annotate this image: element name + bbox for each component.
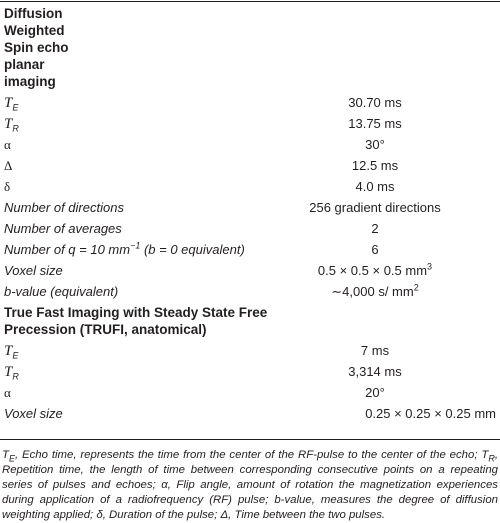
table-footnote: $T_E$, Echo time, represents the time from the center of the RF-pulse to the center of the echo; $T_R$, Repetition time, the length of time between corresponding consecutive points on a repeating series of pulses and echoes; α, Flip angle, amount of rotation the magnetization experiences during application of a radiofrequency (RF) pulse; b-value, measures the degree of diffusion weighting applied; δ, Duration of the pulse; Δ, Time between the two pulses.	[2, 449, 498, 521]
section-header-trufi	[0, 302, 500, 340]
table-row	[0, 113, 500, 134]
table-row	[0, 92, 500, 113]
param-subscript: R	[12, 123, 19, 134]
table-row	[0, 340, 500, 361]
table-row	[0, 403, 500, 424]
param-value: 0.25 × 0.25 × 0.25 mm	[365, 406, 496, 421]
param-label: Voxel size	[4, 263, 63, 278]
param-symbol: T	[4, 342, 13, 359]
table-row	[0, 239, 500, 260]
footnote-alpha-symbol: α	[161, 479, 168, 491]
param-value: 256 gradient directions	[309, 200, 441, 215]
table-row	[0, 134, 500, 155]
table-row	[0, 281, 500, 302]
table-row	[0, 218, 500, 239]
footnote-delta-big-symbol: Δ	[220, 509, 229, 521]
param-value: 7 ms	[360, 343, 390, 358]
param-label: b-value (equivalent)	[4, 284, 119, 299]
param-symbol: T	[4, 363, 13, 380]
footnote-delta-small-symbol: δ	[96, 509, 103, 521]
param-symbol: Δ	[4, 158, 13, 173]
param-value: 13.75 ms	[348, 116, 402, 131]
section-header-dwi	[0, 3, 500, 92]
param-value: 20°	[365, 385, 385, 400]
param-value: 30.70 ms	[348, 95, 402, 110]
param-label: Number of q = 10 $mm^{-1}$ (b = 0 equivalent)	[4, 240, 245, 257]
bottom-rule	[0, 439, 500, 440]
param-label: Number of averages	[4, 221, 122, 236]
parameters-table	[0, 3, 500, 424]
top-rule	[0, 1, 500, 2]
param-label: Voxel size	[4, 406, 63, 421]
param-symbol: δ	[4, 179, 11, 194]
param-symbol: α	[4, 385, 11, 400]
param-label: Number of directions	[4, 200, 124, 215]
table-row	[0, 197, 500, 218]
param-value: 12.5 ms	[351, 158, 399, 173]
param-value: ∼4,000 s/ $mm^2$	[331, 282, 419, 299]
param-value: 6	[371, 242, 379, 257]
table-row	[0, 155, 500, 176]
section-title: True Fast Imaging with Steady State Free Precession (TRUFI, anatomical)	[4, 305, 268, 337]
section-title: Diffusion Weighted Spin echo planar imaging	[4, 6, 69, 89]
table-row	[0, 382, 500, 403]
param-symbol: T	[4, 94, 13, 111]
param-subscript: E	[12, 350, 19, 361]
param-value: 2	[371, 221, 379, 236]
param-value: 0.5 × 0.5 × 0.5 $mm^3$	[317, 261, 433, 278]
param-value: 30°	[365, 137, 385, 152]
param-symbol: α	[4, 137, 11, 152]
footnote-te-symbol: T	[2, 449, 9, 461]
table-row	[0, 361, 500, 382]
param-subscript: E	[12, 102, 19, 113]
table-row	[0, 260, 500, 281]
footnote-tr-symbol: T	[481, 449, 489, 461]
param-value: 4.0 ms	[355, 179, 395, 194]
table-row	[0, 176, 500, 197]
param-subscript: R	[12, 371, 19, 382]
param-value: 3,314 ms	[348, 364, 402, 379]
param-symbol: T	[4, 115, 13, 132]
